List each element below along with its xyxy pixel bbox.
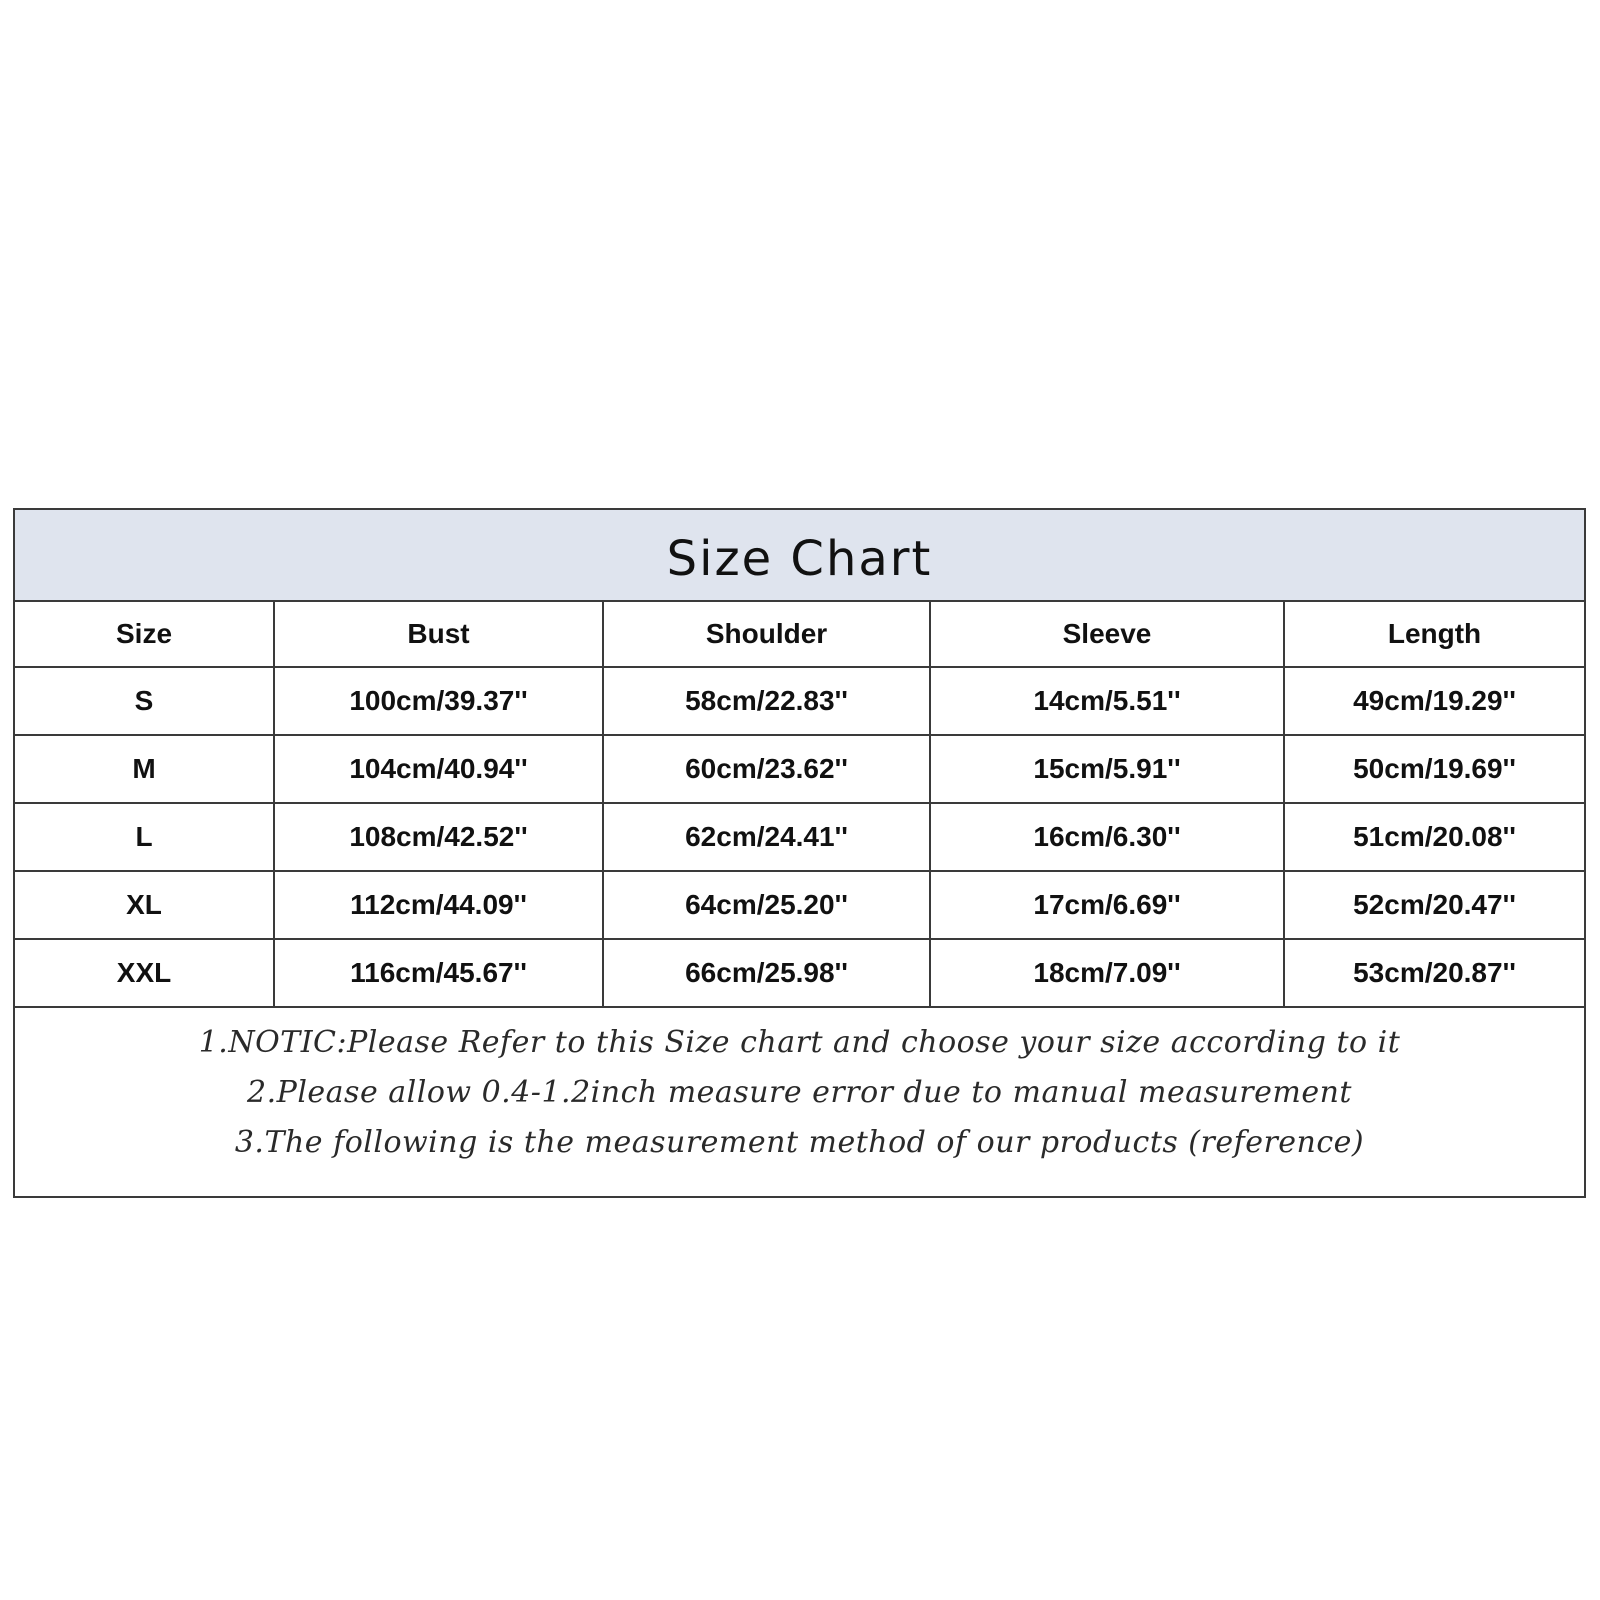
cell-bust: 100cm/39.37'' [274,667,603,735]
cell-length: 50cm/19.69'' [1284,735,1584,803]
header-shoulder: Shoulder [603,602,930,667]
cell-size: S [15,667,274,735]
chart-title: Size Chart [666,531,933,587]
table-row [15,667,1584,735]
title-bar [15,510,1584,602]
header-length: Length [1284,602,1584,667]
cell-bust: 112cm/44.09'' [274,871,603,939]
cell-sleeve: 17cm/6.69'' [930,871,1284,939]
table-row [15,735,1584,803]
cell-size: XL [15,871,274,939]
cell-shoulder: 66cm/25.98'' [603,939,930,1007]
header-sleeve: Sleeve [930,602,1284,667]
note-item: 1.NOTIC:Please Refer to this Size chart and choose your size according to it [198,1025,1401,1060]
cell-size: L [15,803,274,871]
cell-size: XXL [15,939,274,1007]
size-chart [13,508,1586,1198]
cell-sleeve: 16cm/6.30'' [930,803,1284,871]
cell-bust: 116cm/45.67'' [274,939,603,1007]
cell-size: M [15,735,274,803]
cell-shoulder: 64cm/25.20'' [603,871,930,939]
cell-sleeve: 18cm/7.09'' [930,939,1284,1007]
cell-bust: 108cm/42.52'' [274,803,603,871]
table-header-row [15,602,1584,667]
cell-length: 49cm/19.29'' [1284,667,1584,735]
cell-sleeve: 15cm/5.91'' [930,735,1284,803]
notes [15,1008,1584,1168]
note-item: 3.The following is the measurement method of our products (reference) [234,1125,1365,1160]
table-row [15,871,1584,939]
cell-sleeve: 14cm/5.51'' [930,667,1284,735]
size-table [15,602,1584,1008]
table-row [15,939,1584,1007]
cell-length: 51cm/20.08'' [1284,803,1584,871]
table-row [15,803,1584,871]
cell-shoulder: 60cm/23.62'' [603,735,930,803]
cell-shoulder: 62cm/24.41'' [603,803,930,871]
cell-length: 53cm/20.87'' [1284,939,1584,1007]
cell-length: 52cm/20.47'' [1284,871,1584,939]
header-size: Size [15,602,274,667]
note-item: 2.Please allow 0.4-1.2inch measure error due to manual measurement [247,1075,1352,1110]
header-bust: Bust [274,602,603,667]
cell-bust: 104cm/40.94'' [274,735,603,803]
cell-shoulder: 58cm/22.83'' [603,667,930,735]
